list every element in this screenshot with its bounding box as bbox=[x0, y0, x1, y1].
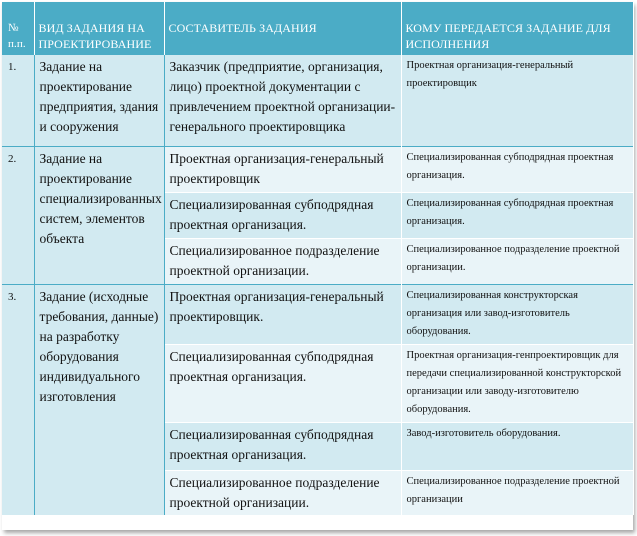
row-number: 1. bbox=[2, 55, 34, 147]
assignment-target: Специализированное подразделение проектной организации bbox=[401, 471, 633, 516]
header-kind: ВИД ЗАДАНИЯ НА ПРОЕКТИРОВАНИЕ bbox=[34, 2, 164, 55]
assignment-target: Завод-изготовитель оборудования. bbox=[401, 423, 633, 471]
header-num: № п.п. bbox=[2, 2, 34, 55]
row-number: 3. bbox=[2, 285, 34, 516]
table-row bbox=[2, 285, 633, 345]
assignment-target: Специализированная субподрядная проектная организация. bbox=[401, 147, 633, 193]
assignment-kind: Задание на проектирование предприятия, здания и сооружения bbox=[34, 55, 164, 147]
assignment-author: Специализированное подразделение проектной организации. bbox=[164, 239, 401, 285]
assignment-author: Заказчик (предприятие, организация, лицо) проектной документации с привлечением проектной организации-генерального проектировщика bbox=[164, 55, 401, 147]
assignment-author: Специализированное подразделение проектной организации. bbox=[164, 471, 401, 516]
assignment-author: Специализированная субподрядная проектная организация. bbox=[164, 345, 401, 423]
header-target: КОМУ ПЕРЕДАЕТСЯ ЗАДАНИЕ ДЛЯ ИСПОЛНЕНИЯ bbox=[401, 2, 633, 55]
table-row bbox=[2, 55, 633, 147]
assignment-author: Специализированная субподрядная проектная организация. bbox=[164, 193, 401, 239]
row-number: 2. bbox=[2, 147, 34, 285]
header-author: СОСТАВИТЕЛЬ ЗАДАНИЯ bbox=[164, 2, 401, 55]
assignment-author: Проектная организация-генеральный проектировщик bbox=[164, 147, 401, 193]
assignment-kind: Задание (исходные требования, данные) на разработку оборудования индивидуального изготовления bbox=[34, 285, 164, 516]
assignment-kind: Задание на проектирование специализированных систем, элементов объекта bbox=[34, 147, 164, 285]
assignment-target: Проектная организация-генпроектировщик для передачи специализированной конструкторской организации или заводу-изготовителю оборудования. bbox=[401, 345, 633, 423]
assignment-table bbox=[2, 2, 634, 515]
assignment-author: Проектная организация-генеральный проектировщик. bbox=[164, 285, 401, 345]
assignment-author: Специализированная субподрядная проектная организация. bbox=[164, 423, 401, 471]
assignment-target: Специализированная субподрядная проектная организация. bbox=[401, 193, 633, 239]
assignment-target: Специализированная конструкторская организация или завод-изготовитель оборудования. bbox=[401, 285, 633, 345]
assignment-target: Специализированное подразделение проектной организации. bbox=[401, 239, 633, 285]
table-header-row bbox=[2, 2, 633, 55]
assignment-target: Проектная организация-генеральный проектировщик bbox=[401, 55, 633, 147]
assignment-table-frame bbox=[2, 2, 633, 530]
table-row bbox=[2, 147, 633, 193]
